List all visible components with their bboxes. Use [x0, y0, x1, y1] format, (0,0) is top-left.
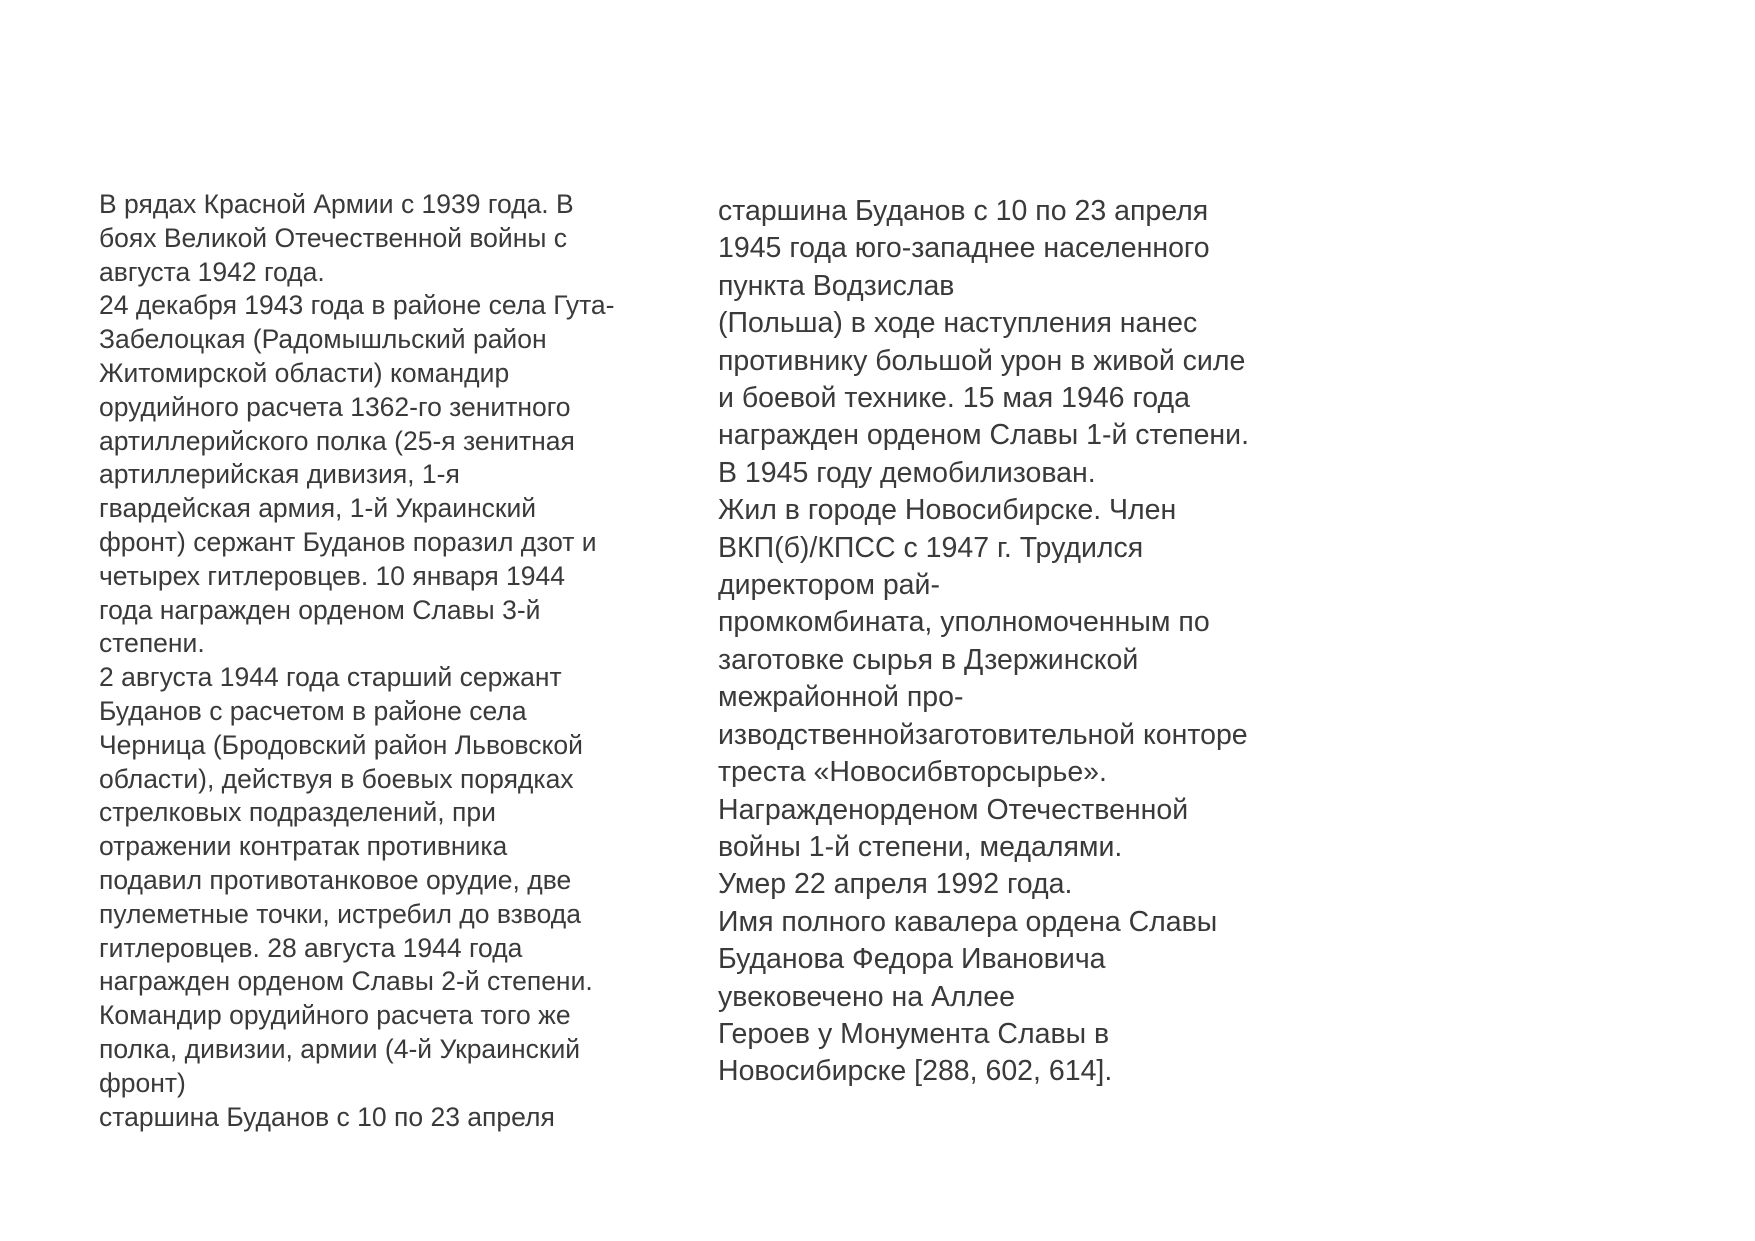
- text-line: гвардейская армия, 1-й Украинский: [99, 493, 537, 524]
- text-line: промкомбината, уполномоченным по: [718, 606, 1210, 639]
- text-line: В рядах Красной Армии с 1939 года. В: [99, 189, 574, 219]
- text-line: войны 1-й степени, медалями.: [718, 830, 1123, 863]
- text-line: старшина Буданов с 10 по 23 апреля: [718, 195, 1209, 227]
- text-line: 1945 года юго-западнее населенного: [718, 232, 1210, 265]
- text-line: Черница (Бродовский район Львовской: [99, 729, 583, 760]
- text-line: пулеметные точки, истребил до взвода: [99, 898, 581, 929]
- text-line: межрайонной про-: [718, 681, 964, 714]
- text-line: треста «Новосибвторсырье».: [718, 756, 1107, 789]
- text-line: области), действуя в боевых порядках: [99, 763, 574, 794]
- text-line: В 1945 году демобилизован.: [718, 456, 1096, 489]
- text-line: фронт) сержант Буданов поразил дзот и: [99, 526, 597, 557]
- text-line: артиллерийского полка (25-я зенитная: [99, 425, 575, 456]
- text-line: августа 1942 года.: [99, 256, 325, 287]
- text-line: Буданов с расчетом в районе села: [99, 695, 527, 726]
- text-line: 2 августа 1944 года старший сержант: [99, 662, 562, 693]
- text-line: Имя полного кавалера ордена Славы: [718, 905, 1218, 938]
- text-line: Забелоцкая (Радомышльский район: [99, 324, 547, 355]
- text-line: 24 декабря 1943 года в районе села Гута-: [99, 290, 615, 321]
- text-line: фронт): [99, 1067, 186, 1098]
- text-line: стрелковых подразделений, при: [99, 797, 496, 828]
- text-line: и боевой технике. 15 мая 1946 года: [718, 382, 1190, 415]
- text-line: орудийного расчета 1362-го зенитного: [99, 391, 571, 422]
- text-line: увековечено на Аллее: [718, 980, 1015, 1013]
- text-line: степени.: [99, 628, 205, 659]
- text-line: пункта Водзислав: [718, 269, 955, 302]
- text-line: заготовке сырья в Дзержинской: [718, 643, 1139, 676]
- text-line: Героев у Монумента Славы в: [718, 1017, 1110, 1050]
- text-line: полка, дивизии, армии (4-й Украинский: [99, 1033, 581, 1064]
- left-text-column: [99, 188, 679, 1132]
- text-line: награжден орденом Славы 2-й степени.: [99, 966, 593, 997]
- text-line: противнику большой урон в живой силе: [718, 344, 1246, 377]
- text-line: Командир орудийного расчета того же: [99, 1000, 571, 1031]
- text-line: Буданова Федора Ивановича: [718, 943, 1106, 976]
- text-line: ВКП(б)/КПСС с 1947 г. Трудился: [718, 531, 1144, 564]
- text-line: Умер 22 апреля 1992 года.: [718, 868, 1073, 901]
- text-line: боях Великой Отечественной войны с: [99, 222, 568, 253]
- text-line: (Польша) в ходе наступления нанес: [718, 307, 1198, 340]
- text-line: награжден орденом Славы 1-й степени.: [718, 419, 1249, 452]
- text-line: артиллерийская дивизия, 1-я: [99, 459, 460, 490]
- text-line: Награжденорденом Отечественной: [718, 793, 1189, 826]
- text-line-cut-off: старшина Буданов с 10 по 23 апреля: [99, 1101, 555, 1132]
- text-line: директором рай-: [718, 569, 940, 602]
- text-line: четырех гитлеровцев. 10 января 1944: [99, 560, 566, 591]
- text-line: Новосибирске [288, 602, 614].: [718, 1055, 1113, 1088]
- text-line: гитлеровцев. 28 августа 1944 года: [99, 932, 523, 963]
- text-line: отражении контратак противника: [99, 831, 508, 862]
- text-line: Житомирской области) командир: [99, 357, 510, 388]
- text-line: изводственнойзаготовительной конторе: [718, 718, 1248, 751]
- text-line: года награжден орденом Славы 3-й: [99, 594, 541, 625]
- text-line: подавил противотанковое орудие, две: [99, 864, 572, 895]
- text-line: Жил в городе Новосибирске. Член: [718, 494, 1177, 527]
- right-text-column: [718, 193, 1338, 1091]
